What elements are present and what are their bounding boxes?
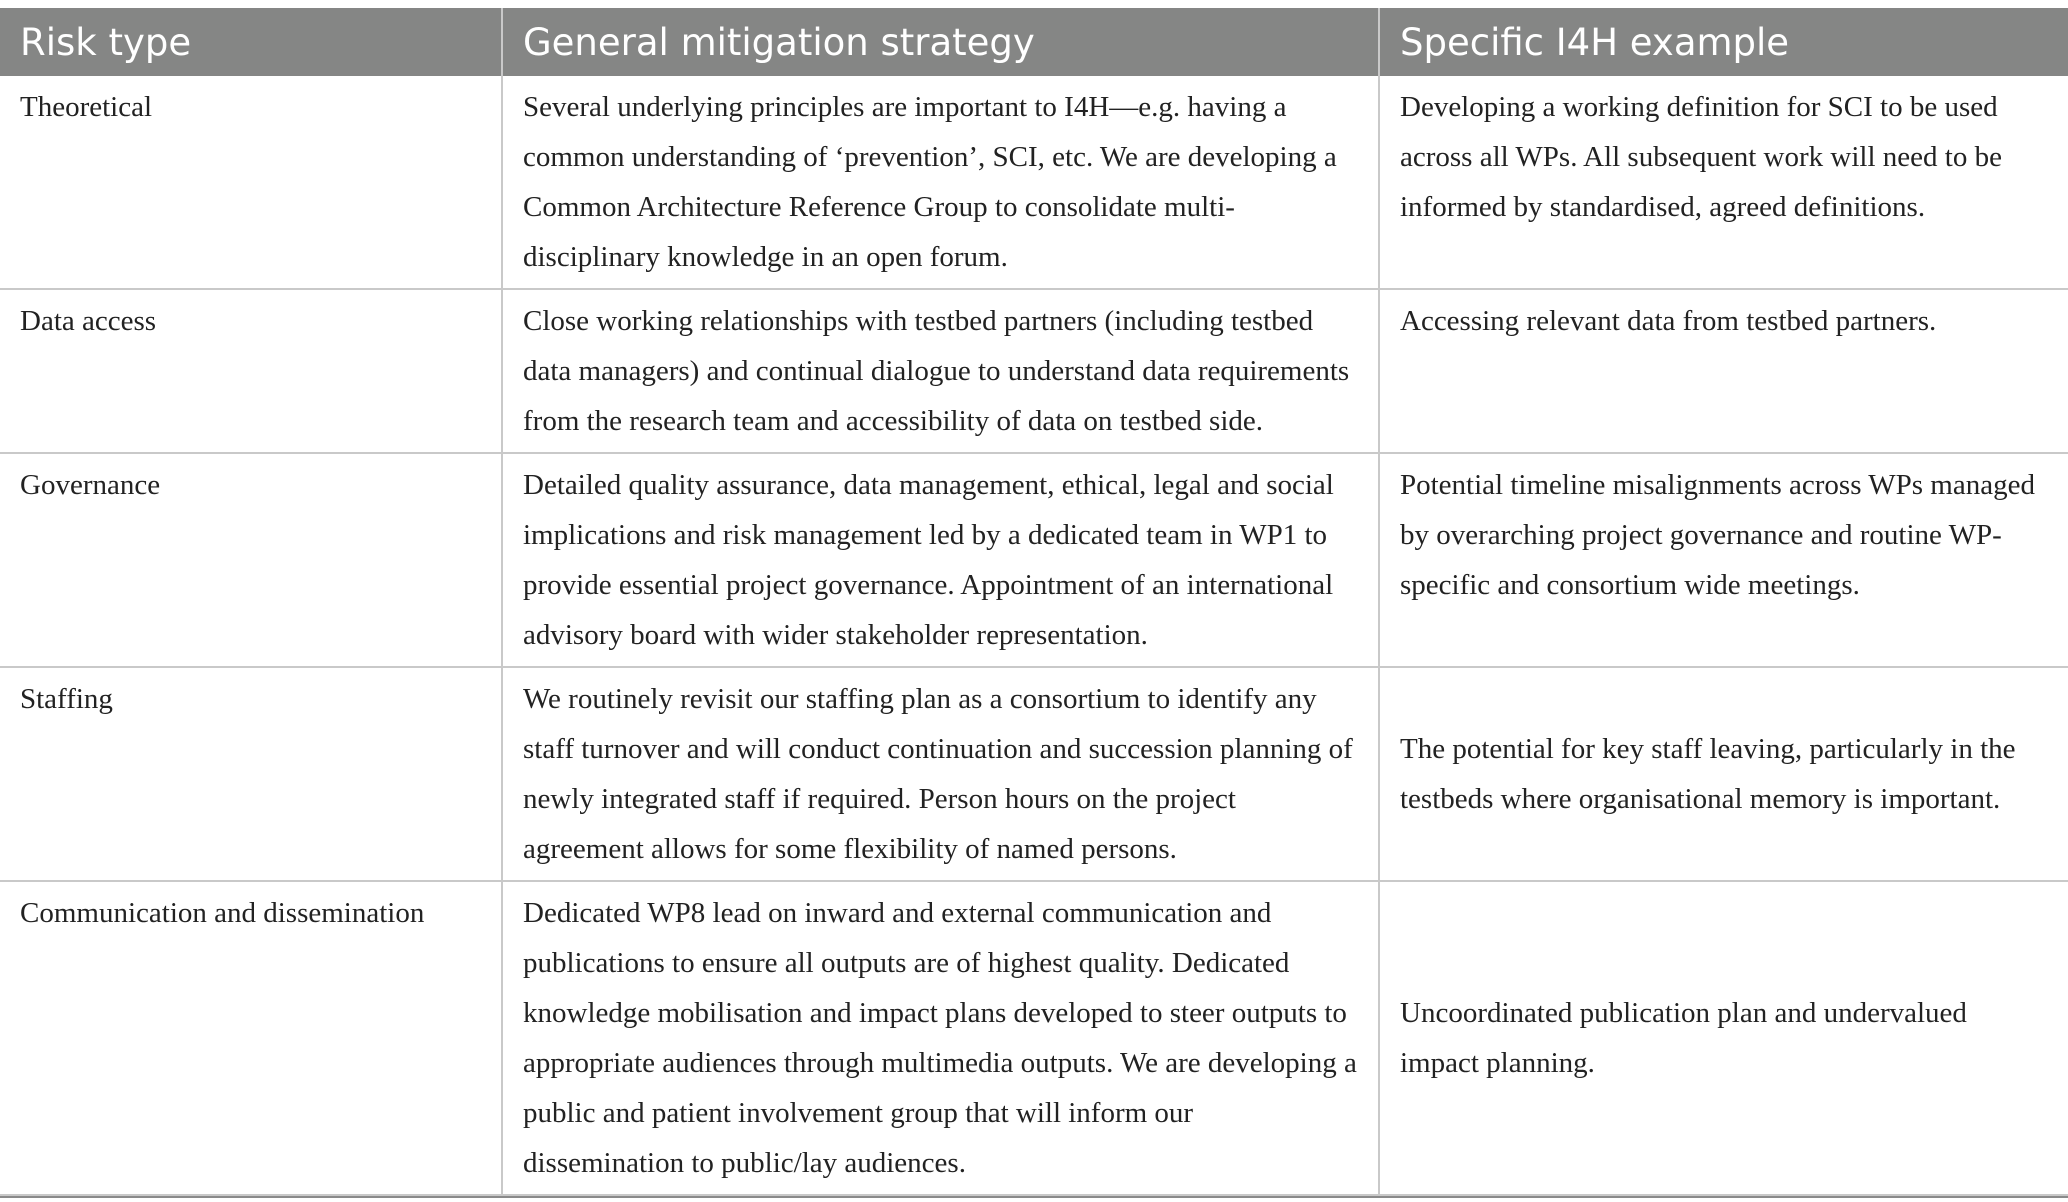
table-bottom-rule	[0, 1196, 2068, 1198]
header-risk-type: Risk type	[0, 8, 502, 76]
risk-type-cell: Data access	[0, 289, 502, 453]
example-cell: Uncoordinated publication plan and undervalued impact planning.	[1379, 881, 2068, 1195]
example-cell: Potential timeline misalignments across WPs managed by overarching project governance and routine WP-specific and consortium wide meetings.	[1379, 453, 2068, 667]
table-row	[0, 881, 2068, 1195]
risk-mitigation-table	[0, 8, 2068, 1196]
strategy-cell: Several underlying principles are important to I4H—e.g. having a common understanding of ‘prevention’, SCI, etc. We are developing a Common Architecture Reference Group to consolidate multi-disciplinary knowledge in an open forum.	[502, 76, 1379, 289]
risk-type-cell: Staffing	[0, 667, 502, 881]
header-row	[0, 8, 2068, 76]
risk-type-cell: Governance	[0, 453, 502, 667]
table-row	[0, 453, 2068, 667]
example-cell: The potential for key staff leaving, particularly in the testbeds where organisational memory is important.	[1379, 667, 2068, 881]
strategy-cell: Dedicated WP8 lead on inward and external communication and publications to ensure all outputs are of highest quality. Dedicated knowledge mobilisation and impact plans developed to steer outputs to appropriate audiences through multimedia outputs. We are developing a public and patient involvement group that will inform our dissemination to public/lay audiences.	[502, 881, 1379, 1195]
table-body	[0, 76, 2068, 1195]
risk-type-cell: Communication and dissemination	[0, 881, 502, 1195]
example-cell: Developing a working definition for SCI to be used across all WPs. All subsequent work will need to be informed by standardised, agreed definitions.	[1379, 76, 2068, 289]
header-general-mitigation-strategy: General mitigation strategy	[502, 8, 1379, 76]
strategy-cell: Close working relationships with testbed partners (including testbed data managers) and continual dialogue to understand data requirements from the research team and accessibility of data on testbed side.	[502, 289, 1379, 453]
table-row	[0, 76, 2068, 289]
risk-type-cell: Theoretical	[0, 76, 502, 289]
example-cell: Accessing relevant data from testbed partners.	[1379, 289, 2068, 453]
strategy-cell: We routinely revisit our staffing plan as a consortium to identify any staff turnover and will conduct continuation and succession planning of newly integrated staff if required. Person hours on the project agreement allows for some flexibility of named persons.	[502, 667, 1379, 881]
table-header	[0, 8, 2068, 76]
strategy-cell: Detailed quality assurance, data management, ethical, legal and social implications and risk management led by a dedicated team in WP1 to provide essential project governance. Appointment of an international advisory board with wider stakeholder representation.	[502, 453, 1379, 667]
header-specific-example: Specific I4H example	[1379, 8, 2068, 76]
table-row	[0, 289, 2068, 453]
table-row	[0, 667, 2068, 881]
